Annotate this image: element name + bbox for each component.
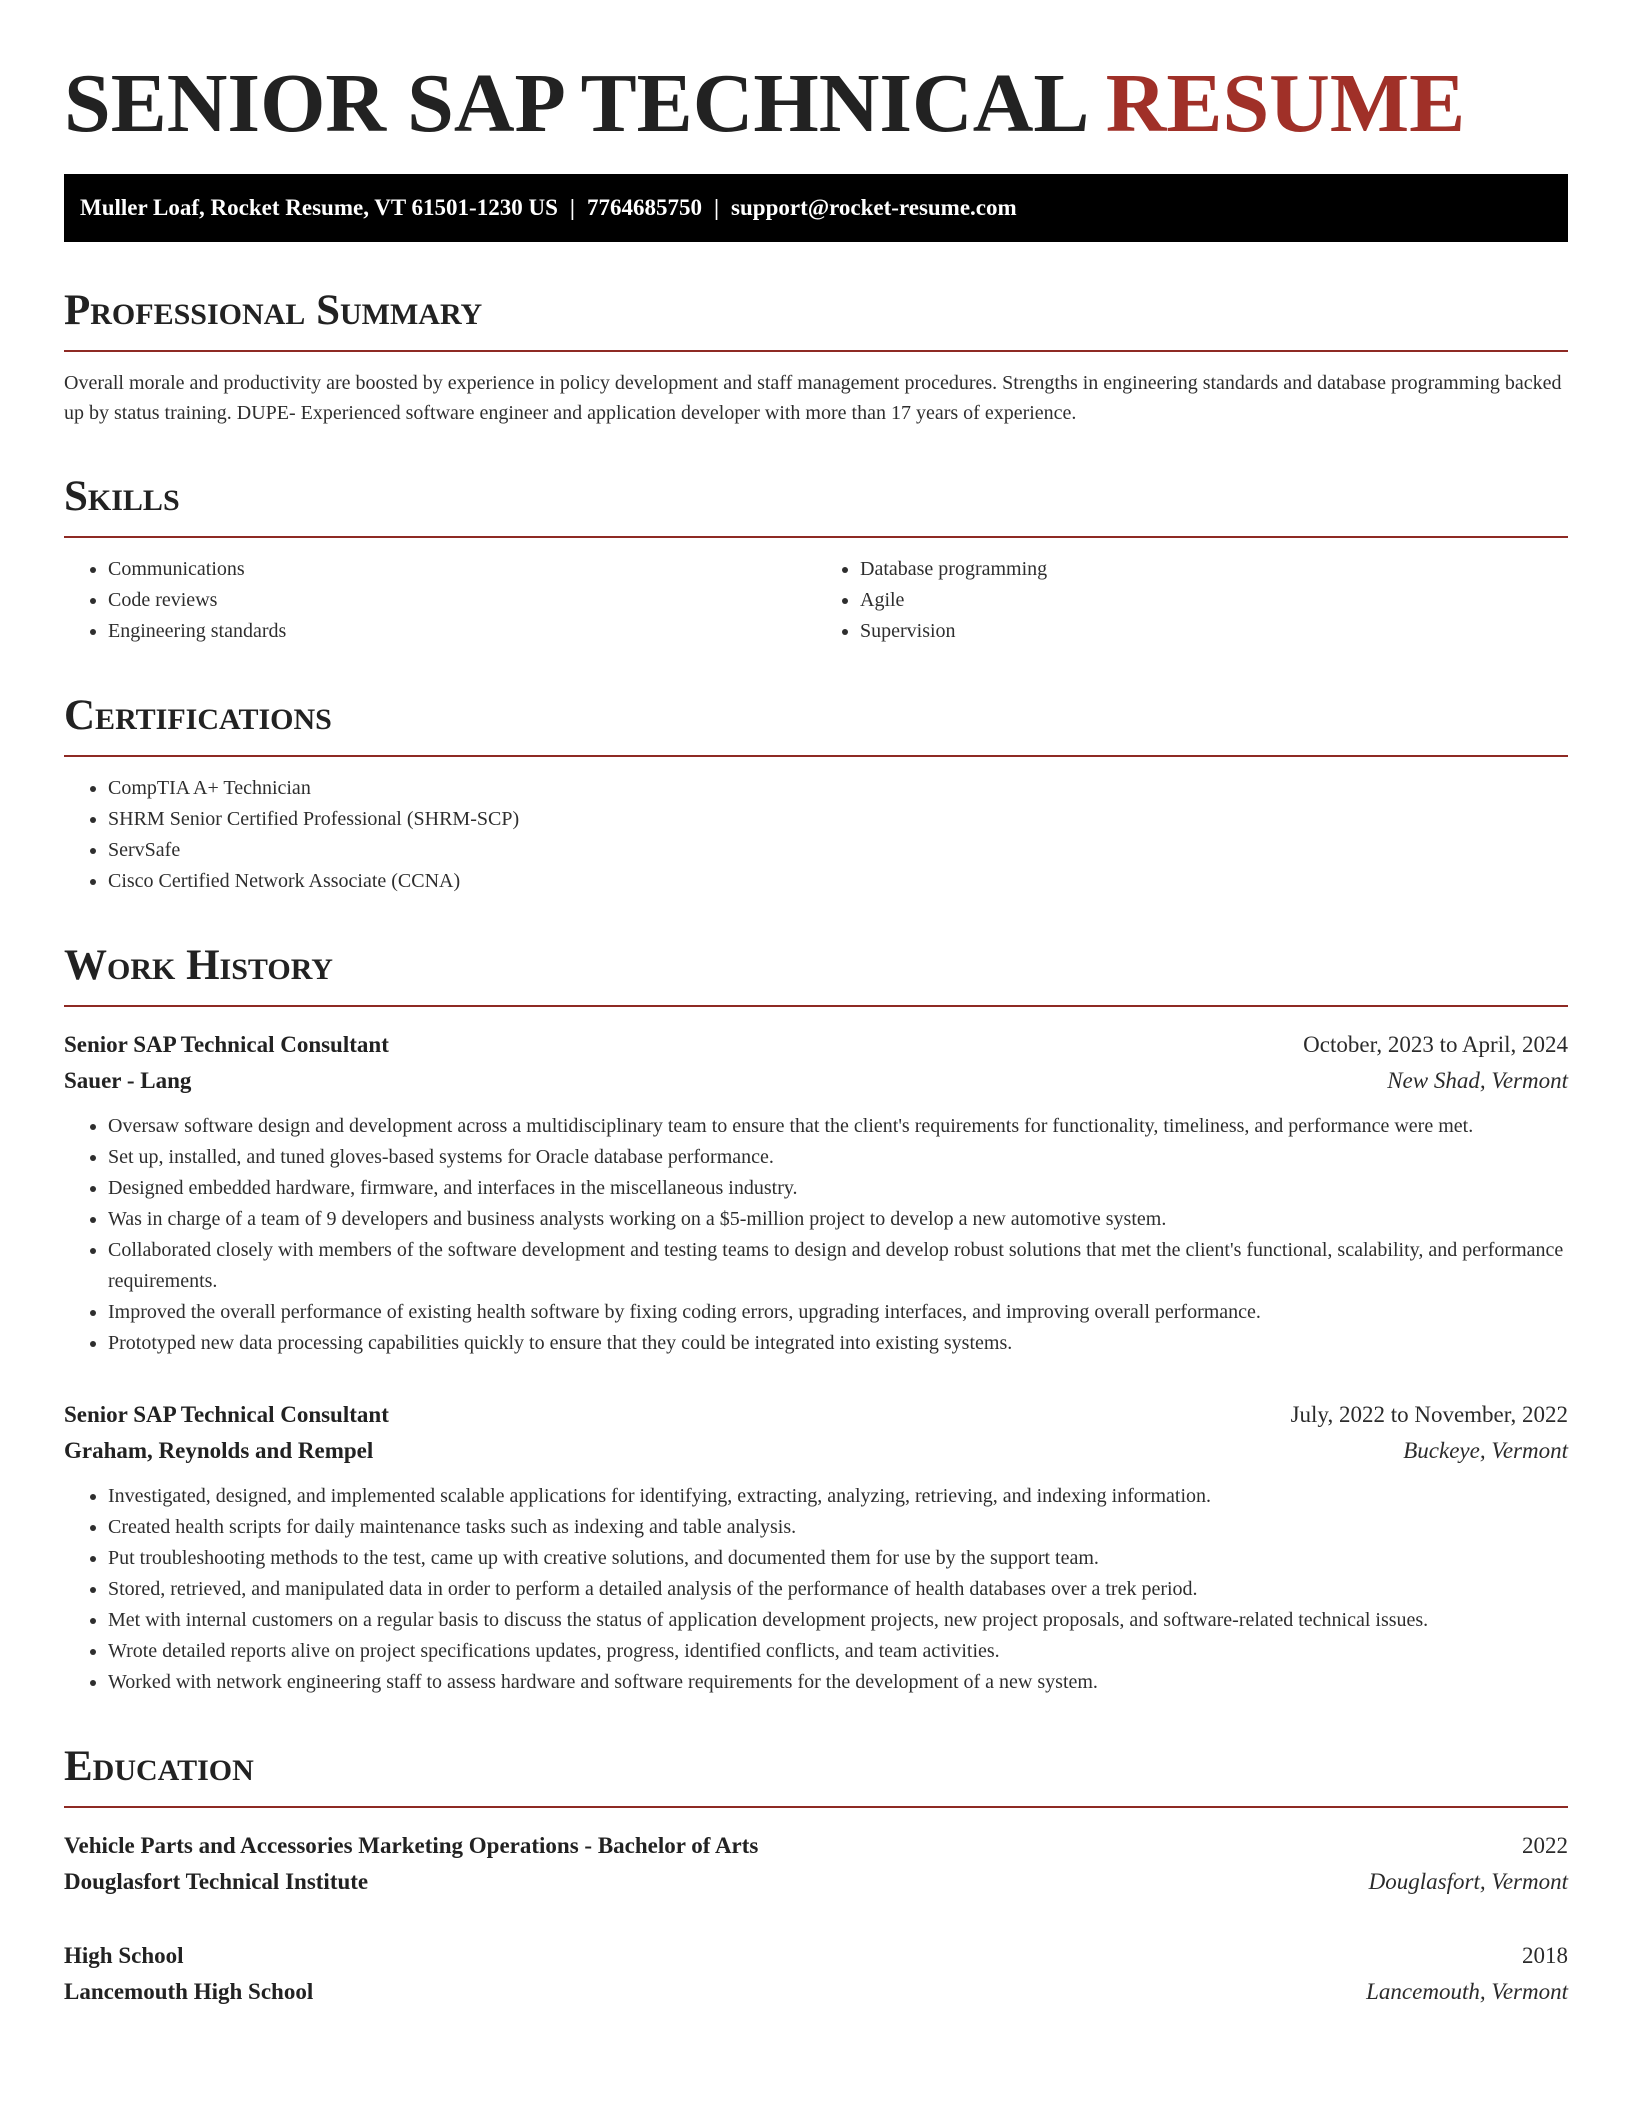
skill-item: • Code reviews (108, 585, 816, 616)
job-dates: July, 2022 to November, 2022 (1290, 1402, 1568, 1427)
contact-bar (64, 174, 1568, 242)
title-accent: RESUME (1105, 57, 1466, 150)
job-bullet: • Created health scripts for daily maintenance tasks such as indexing and table analysis. (108, 1512, 1568, 1543)
job-title: Senior SAP Technical Consultant (64, 1032, 389, 1057)
job-bullet: • Worked with network engineering staff to assess hardware and software requirements for the development of a new system. (108, 1667, 1568, 1698)
job-bullet: • Wrote detailed reports alive on project specifications updates, progress, identified conflicts, and team activities. (108, 1636, 1568, 1667)
education-degree-row (64, 1828, 1568, 1864)
skills-heading: Skills (64, 472, 1568, 538)
education-school: Douglasfort Technical Institute (64, 1869, 369, 1894)
job-header-row (64, 1397, 1568, 1433)
job-bullet: • Improved the overall performance of existing health software by fixing coding errors, upgrading interfaces, and improving overall performance. (108, 1297, 1568, 1328)
skills-grid (64, 538, 1568, 647)
contact-separator: | (569, 195, 575, 220)
summary-text: Overall morale and productivity are boosted by experience in policy development and staff management procedures. Strengths in engineering standards and database programming backed up by status training. DUPE- Experienced software engineer and application developer with more than 17 years of experience. (64, 372, 1562, 424)
job-bullets (64, 1111, 1568, 1359)
education-location: Lancemouth, Vermont (1366, 1979, 1568, 2004)
job-title: Senior SAP Technical Consultant (64, 1402, 389, 1427)
job-company: Graham, Reynolds and Rempel (64, 1438, 374, 1463)
job-bullet: • Oversaw software design and development across a multidisciplinary team to ensure that the client's requirements for functionality, timeliness, and performance were met. (108, 1111, 1568, 1142)
job-company-row (64, 1433, 1568, 1469)
certifications-section (64, 691, 1568, 897)
job-bullet: • Put troubleshooting methods to the test, came up with creative solutions, and documented them for use by the support team. (108, 1543, 1568, 1574)
education-year: 2022 (1522, 1833, 1568, 1858)
summary-heading: Professional Summary (64, 286, 1568, 352)
education-year: 2018 (1522, 1943, 1568, 1968)
certification-item: • Cisco Certified Network Associate (CCNA) (108, 866, 1568, 897)
job-bullet: • Was in charge of a team of 9 developers and business analysts working on a $5-million project to develop a new automotive system. (108, 1204, 1568, 1235)
education-school: Lancemouth High School (64, 1979, 314, 2004)
summary-section (64, 286, 1568, 428)
certification-item: • SHRM Senior Certified Professional (SHRM-SCP) (108, 804, 1568, 835)
job-bullet: • Investigated, designed, and implemented scalable applications for identifying, extracting, analyzing, retrieving, and indexing information. (108, 1481, 1568, 1512)
job-location: New Shad, Vermont (1387, 1068, 1568, 1093)
skill-item: • Agile (860, 585, 1568, 616)
education-location: Douglasfort, Vermont (1368, 1869, 1568, 1894)
job-company: Sauer - Lang (64, 1068, 192, 1093)
job-bullet: • Collaborated closely with members of the software development and testing teams to design and develop robust solutions that met the client's functional, scalability, and performance requirements. (108, 1235, 1568, 1297)
job-bullets (64, 1481, 1568, 1698)
education-entry (64, 1828, 1568, 1900)
skills-list-left (64, 554, 816, 647)
job-bullet: • Designed embedded hardware, firmware, and interfaces in the miscellaneous industry. (108, 1173, 1568, 1204)
education-school-row (64, 1864, 1568, 1900)
education-degree: High School (64, 1943, 184, 1968)
job-location: Buckeye, Vermont (1403, 1438, 1568, 1463)
contact-separator: | (713, 195, 720, 220)
work-history-section (64, 941, 1568, 1698)
contact-phone: 7764685750 (586, 195, 702, 220)
skills-list-right (816, 554, 1568, 647)
skills-section (64, 472, 1568, 647)
resume-title (64, 54, 1568, 154)
contact-email[interactable]: support@rocket-resume.com (731, 195, 1017, 220)
education-section (64, 1742, 1568, 2010)
job-bullet: • Set up, installed, and tuned gloves-based systems for Oracle database performance. (108, 1142, 1568, 1173)
education-degree: Vehicle Parts and Accessories Marketing Operations - Bachelor of Arts (64, 1833, 759, 1858)
job-bullet: • Met with internal customers on a regular basis to discuss the status of application development projects, new project proposals, and software-related technical issues. (108, 1605, 1568, 1636)
contact-address: Muller Loaf, Rocket Resume, VT 61501-1230 US (80, 195, 558, 220)
education-entry (64, 1938, 1568, 2010)
job-company-row (64, 1063, 1568, 1099)
education-degree-row (64, 1938, 1568, 1974)
skill-item: • Database programming (860, 554, 1568, 585)
certification-item: • ServSafe (108, 835, 1568, 866)
title-main: SENIOR SAP TECHNICAL (64, 57, 1106, 150)
skill-item: • Engineering standards (108, 616, 816, 647)
skill-item: • Communications (108, 554, 816, 585)
work-history-heading: Work History (64, 941, 1568, 1007)
skill-item: • Supervision (860, 616, 1568, 647)
job-entry (64, 1397, 1568, 1698)
education-heading: Education (64, 1742, 1568, 1808)
certification-item: • CompTIA A+ Technician (108, 773, 1568, 804)
job-header-row (64, 1027, 1568, 1063)
job-dates: October, 2023 to April, 2024 (1303, 1032, 1568, 1057)
certifications-list (64, 773, 1568, 897)
certifications-heading: Certifications (64, 691, 1568, 757)
job-bullet: • Stored, retrieved, and manipulated data in order to perform a detailed analysis of the performance of health databases over a trek period. (108, 1574, 1568, 1605)
education-school-row (64, 1974, 1568, 2010)
job-bullet: • Prototyped new data processing capabilities quickly to ensure that they could be integrated into existing systems. (108, 1328, 1568, 1359)
job-entry (64, 1027, 1568, 1359)
